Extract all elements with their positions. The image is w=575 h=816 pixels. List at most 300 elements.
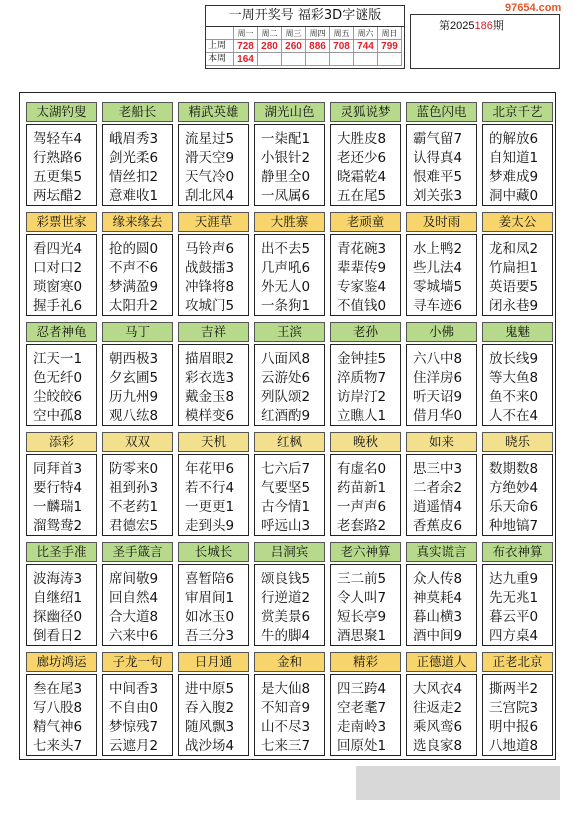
- card-title: 大胜寨: [254, 212, 325, 232]
- card-line: 随风飘3: [185, 719, 235, 735]
- card-line: 刮北风4: [185, 188, 235, 204]
- predictor-card: [102, 212, 173, 314]
- card-title: 湖光山色: [254, 102, 325, 122]
- predictor-card: [482, 212, 553, 314]
- predictor-card: [406, 212, 477, 314]
- card-line: 立瞧人1: [337, 408, 387, 424]
- card-lines: [330, 674, 401, 756]
- predictor-card: [482, 542, 553, 644]
- predictor-card: [330, 432, 401, 534]
- card-line: 一更更1: [185, 499, 235, 515]
- card-line: 外无人0: [261, 279, 311, 295]
- predictor-card: [102, 542, 173, 644]
- day-header: 周四: [306, 27, 330, 40]
- card-title: 吕洞宾: [254, 542, 325, 562]
- day-header: 周二: [258, 27, 282, 40]
- this-week-number: [354, 53, 378, 66]
- predictor-card: [178, 322, 249, 424]
- card-title: 老六神算: [330, 542, 401, 562]
- card-line: 太阳升2: [109, 298, 159, 314]
- card-title: 比圣手准: [26, 542, 97, 562]
- predictor-card: [406, 652, 477, 754]
- this-week-number: [378, 53, 402, 66]
- card-lines: [482, 674, 553, 756]
- card-line: 要行特4: [33, 480, 83, 496]
- card-line: 彩衣选3: [185, 370, 235, 386]
- card-title: 老顽童: [330, 212, 401, 232]
- card-line: 一麟瑞1: [33, 499, 83, 515]
- day-header: 周一: [234, 27, 258, 40]
- card-line: 走到头9: [185, 518, 235, 534]
- card-lines: [102, 124, 173, 206]
- predictor-card: [26, 652, 97, 754]
- card-line: 中间香3: [109, 681, 159, 697]
- card-title: 长城长: [178, 542, 249, 562]
- card-title: 精武英雄: [178, 102, 249, 122]
- card-line: 大风衣4: [413, 681, 463, 697]
- card-line: 历九州9: [109, 389, 159, 405]
- predictor-card: [482, 102, 553, 204]
- card-line: 人不在4: [489, 408, 539, 424]
- card-line: 战沙场4: [185, 738, 235, 754]
- card-line: 先无兆1: [489, 590, 539, 606]
- card-line: 朝西极3: [109, 351, 159, 367]
- card-title: 圣手箴言: [102, 542, 173, 562]
- card-line: 等大鱼8: [489, 370, 539, 386]
- predictor-card: [102, 102, 173, 204]
- card-line: 观八纮8: [109, 408, 159, 424]
- predictor-card: [26, 542, 97, 644]
- card-line: 君德宏5: [109, 518, 159, 534]
- predictor-card: [254, 322, 325, 424]
- card-line: 老还少6: [337, 150, 387, 166]
- card-line: 住洋房6: [413, 370, 463, 386]
- card-title: 老船长: [102, 102, 173, 122]
- card-lines: [178, 124, 249, 206]
- card-line: 选良家8: [413, 738, 463, 754]
- card-title: 红枫: [254, 432, 325, 452]
- day-header: 周六: [354, 27, 378, 40]
- card-line: 波海涛3: [33, 571, 83, 587]
- card-line: 闭永巷9: [489, 298, 539, 314]
- card-line: 英语要5: [489, 279, 539, 295]
- predictor-card: [178, 652, 249, 754]
- card-line: 洞中藏0: [489, 188, 539, 204]
- card-line: 药苗新1: [337, 480, 387, 496]
- predictor-card: [482, 432, 553, 534]
- card-line: 不自由0: [109, 700, 159, 716]
- card-line: 借月华0: [413, 408, 463, 424]
- card-title: 晚秋: [330, 432, 401, 452]
- card-title: 双双: [102, 432, 173, 452]
- card-title: 晓乐: [482, 432, 553, 452]
- last-week-number: 260: [282, 40, 306, 53]
- card-line: 席间敬9: [109, 571, 159, 587]
- card-lines: [26, 564, 97, 646]
- card-line: 梦难成9: [489, 169, 539, 185]
- card-lines: [178, 234, 249, 316]
- card-lines: [406, 454, 477, 536]
- card-line: 空中孤8: [33, 408, 83, 424]
- this-week-number: [282, 53, 306, 66]
- card-line: 撕两半2: [489, 681, 539, 697]
- card-line: 吞入腹2: [185, 700, 235, 716]
- card-lines: [254, 454, 325, 536]
- bottom-gray-panel: [356, 766, 560, 800]
- card-line: 放长线9: [489, 351, 539, 367]
- card-line: 不值钱0: [337, 298, 387, 314]
- card-line: 红酒酌9: [261, 408, 311, 424]
- card-line: 霸气留7: [413, 131, 463, 147]
- predictor-card: [330, 322, 401, 424]
- predictor-card: [330, 212, 401, 314]
- card-lines: [178, 564, 249, 646]
- card-line: 明中报6: [489, 719, 539, 735]
- card-lines: [102, 674, 173, 756]
- site-watermark: 97654.com: [505, 2, 562, 14]
- card-line: 琐窗寒0: [33, 279, 83, 295]
- card-line: 香蕉皮6: [413, 518, 463, 534]
- predictor-card: [26, 212, 97, 314]
- last-week-number: 280: [258, 40, 282, 53]
- weekly-draw-box: [205, 5, 405, 69]
- predictor-card: [254, 652, 325, 754]
- predictor-card: [254, 542, 325, 644]
- predictor-card: [102, 652, 173, 754]
- card-lines: [482, 454, 553, 536]
- card-lines: [406, 674, 477, 756]
- card-title: 真实谎言: [406, 542, 477, 562]
- card-line: 精气神6: [33, 719, 83, 735]
- card-line: 有虚名0: [337, 461, 387, 477]
- card-line: 探幽径0: [33, 609, 83, 625]
- card-line: 零城墙5: [413, 279, 463, 295]
- card-line: 淬质物7: [337, 370, 387, 386]
- card-line: 二者余2: [413, 480, 463, 496]
- card-line: 三二前5: [337, 571, 387, 587]
- card-lines: [254, 124, 325, 206]
- card-line: 些儿法4: [413, 260, 463, 276]
- card-line: 认得真4: [413, 150, 463, 166]
- card-title: 正德道人: [406, 652, 477, 672]
- issue-prefix: 第2025: [439, 20, 475, 32]
- card-line: 合大道8: [109, 609, 159, 625]
- predictor-card: [406, 432, 477, 534]
- card-line: 三宫院3: [489, 700, 539, 716]
- table-corner-cell: [206, 27, 234, 40]
- card-line: 数期数8: [489, 461, 539, 477]
- card-line: 方绝妙4: [489, 480, 539, 496]
- predictor-card: [330, 652, 401, 754]
- card-lines: [26, 344, 97, 426]
- card-lines: [178, 454, 249, 536]
- card-lines: [482, 124, 553, 206]
- card-lines: [482, 564, 553, 646]
- card-title: 马丁: [102, 322, 173, 342]
- card-line: 看四光4: [33, 241, 83, 257]
- card-line: 老套路2: [337, 518, 387, 534]
- card-line: 大胜皮8: [337, 131, 387, 147]
- last-week-number: 728: [234, 40, 258, 53]
- card-line: 短长亭9: [337, 609, 387, 625]
- card-line: 不声不6: [109, 260, 159, 276]
- card-lines: [102, 344, 173, 426]
- card-lines: [330, 124, 401, 206]
- card-line: 气要坚5: [261, 480, 311, 496]
- card-line: 颂良钱5: [261, 571, 311, 587]
- card-line: 行熟路6: [33, 150, 83, 166]
- draw-numbers-table: [206, 27, 404, 66]
- predictor-card: [406, 322, 477, 424]
- card-line: 梦惊残7: [109, 719, 159, 735]
- card-line: 七六后7: [261, 461, 311, 477]
- card-line: 访岸汀2: [337, 389, 387, 405]
- card-line: 一柒配1: [261, 131, 311, 147]
- predictor-card: [178, 542, 249, 644]
- card-line: 五更集5: [33, 169, 83, 185]
- card-line: 审眉间1: [185, 590, 235, 606]
- card-line: 情丝扣2: [109, 169, 159, 185]
- day-header: 周日: [378, 27, 402, 40]
- card-line: 描眉眼2: [185, 351, 235, 367]
- card-line: 倒看日2: [33, 628, 83, 644]
- day-header: 周五: [330, 27, 354, 40]
- last-week-number: 708: [330, 40, 354, 53]
- issue-suffix: 期: [492, 20, 504, 32]
- card-line: 马铃声6: [185, 241, 235, 257]
- card-line: 江天一1: [33, 351, 83, 367]
- card-line: 云遮月2: [109, 738, 159, 754]
- this-week-label: 本周: [206, 53, 234, 66]
- card-line: 不知音9: [261, 700, 311, 716]
- card-line: 龙和凤2: [489, 241, 539, 257]
- card-title: 天涯草: [178, 212, 249, 232]
- card-line: 暮云平0: [489, 609, 539, 625]
- card-line: 乐天命6: [489, 499, 539, 515]
- card-line: 抢的圆0: [109, 241, 159, 257]
- card-line: 防零来0: [109, 461, 159, 477]
- card-line: 五在尾5: [337, 188, 387, 204]
- card-line: 赏美景6: [261, 609, 311, 625]
- card-line: 自继绍1: [33, 590, 83, 606]
- card-title: 如来: [406, 432, 477, 452]
- card-line: 小银针2: [261, 150, 311, 166]
- card-line: 尘皎皎6: [33, 389, 83, 405]
- card-line: 达九重9: [489, 571, 539, 587]
- predictor-card: [26, 102, 97, 204]
- predictor-card: [406, 102, 477, 204]
- card-line: 往返走2: [413, 700, 463, 716]
- last-week-label: 上周: [206, 40, 234, 53]
- card-line: 模样变6: [185, 408, 235, 424]
- card-line: 牛的脚4: [261, 628, 311, 644]
- card-lines: [254, 564, 325, 646]
- card-title: 子龙一句: [102, 652, 173, 672]
- card-line: 古今情1: [261, 499, 311, 515]
- card-lines: [102, 454, 173, 536]
- card-lines: [26, 674, 97, 756]
- card-line: 六来中6: [109, 628, 159, 644]
- predictor-card: [254, 102, 325, 204]
- card-line: 色无纤0: [33, 370, 83, 386]
- card-line: 的解放6: [489, 131, 539, 147]
- card-lines: [330, 564, 401, 646]
- card-lines: [26, 454, 97, 536]
- card-title: 王滨: [254, 322, 325, 342]
- card-title: 忍者神龟: [26, 322, 97, 342]
- card-line: 六八中8: [413, 351, 463, 367]
- this-week-number: [258, 53, 282, 66]
- card-line: 八地道8: [489, 738, 539, 754]
- card-line: 专家鉴4: [337, 279, 387, 295]
- card-line: 写八股8: [33, 700, 83, 716]
- card-line: 一声声6: [337, 499, 387, 515]
- card-line: 剑光柔6: [109, 150, 159, 166]
- card-line: 思三中3: [413, 461, 463, 477]
- predictor-card: [482, 322, 553, 424]
- card-line: 峨眉秀3: [109, 131, 159, 147]
- card-line: 年花甲6: [185, 461, 235, 477]
- card-title: 彩票世家: [26, 212, 97, 232]
- card-title: 精彩: [330, 652, 401, 672]
- card-title: 灵狐说梦: [330, 102, 401, 122]
- card-line: 冲锋将8: [185, 279, 235, 295]
- card-title: 鬼魅: [482, 322, 553, 342]
- card-line: 夕玄圃5: [109, 370, 159, 386]
- card-line: 不老药1: [109, 499, 159, 515]
- puzzle-board: [19, 92, 556, 760]
- card-line: 听天诏9: [413, 389, 463, 405]
- card-line: 青花碗3: [337, 241, 387, 257]
- card-line: 行逆道2: [261, 590, 311, 606]
- card-line: 云游处6: [261, 370, 311, 386]
- card-line: 喜暂陪6: [185, 571, 235, 587]
- card-title: 缘来缘去: [102, 212, 173, 232]
- this-week-number: [306, 53, 330, 66]
- sheet-title: 一周开奖号 福彩3D字谜版: [206, 6, 404, 27]
- card-line: 八面风8: [261, 351, 311, 367]
- this-week-number: 164: [234, 53, 258, 66]
- card-line: 静里全0: [261, 169, 311, 185]
- issue-box: [410, 14, 560, 69]
- predictor-card: [330, 102, 401, 204]
- card-line: 七来三7: [261, 738, 311, 754]
- card-lines: [254, 674, 325, 756]
- card-lines: [102, 234, 173, 316]
- card-line: 辈辈传9: [337, 260, 387, 276]
- card-title: 添彩: [26, 432, 97, 452]
- card-line: 两坛醋2: [33, 188, 83, 204]
- card-line: 七来头7: [33, 738, 83, 754]
- card-lines: [482, 234, 553, 316]
- predictor-card: [254, 212, 325, 314]
- card-title: 金和: [254, 652, 325, 672]
- card-line: 祖到孙3: [109, 480, 159, 496]
- card-line: 暮山横3: [413, 609, 463, 625]
- card-line: 刘关张3: [413, 188, 463, 204]
- card-line: 鱼不来0: [489, 389, 539, 405]
- card-line: 握手礼6: [33, 298, 83, 314]
- card-line: 寻车迹6: [413, 298, 463, 314]
- card-line: 金钟挂5: [337, 351, 387, 367]
- card-line: 天气冷0: [185, 169, 235, 185]
- predictor-card: [178, 432, 249, 534]
- predictor-card: [178, 212, 249, 314]
- card-lines: [330, 454, 401, 536]
- card-lines: [178, 674, 249, 756]
- card-line: 种地镐7: [489, 518, 539, 534]
- card-line: 梦满盈9: [109, 279, 159, 295]
- card-title: 正老北京: [482, 652, 553, 672]
- card-line: 战鼓擂3: [185, 260, 235, 276]
- this-week-number: [330, 53, 354, 66]
- card-line: 晓霜乾4: [337, 169, 387, 185]
- card-line: 同拜首3: [33, 461, 83, 477]
- card-line: 攻城门5: [185, 298, 235, 314]
- last-week-number: 886: [306, 40, 330, 53]
- card-title: 太湖钓叟: [26, 102, 97, 122]
- card-line: 一凤属6: [261, 188, 311, 204]
- predictor-card: [406, 542, 477, 644]
- card-line: 叁在尾3: [33, 681, 83, 697]
- issue-number: [439, 17, 504, 33]
- card-line: 酒思聚1: [337, 628, 387, 644]
- card-title: 廊坊鸿运: [26, 652, 97, 672]
- card-lines: [102, 564, 173, 646]
- card-lines: [254, 234, 325, 316]
- card-line: 出不去5: [261, 241, 311, 257]
- card-lines: [406, 344, 477, 426]
- card-line: 呼远山3: [261, 518, 311, 534]
- card-title: 日月通: [178, 652, 249, 672]
- issue-number-highlight: 186: [474, 20, 493, 32]
- card-lines: [330, 234, 401, 316]
- card-line: 山不尽3: [261, 719, 311, 735]
- card-line: 恨难平5: [413, 169, 463, 185]
- card-line: 溜鸳鸯2: [33, 518, 83, 534]
- predictor-card: [330, 542, 401, 644]
- card-line: 意难收1: [109, 188, 159, 204]
- card-line: 逍遥情4: [413, 499, 463, 515]
- card-line: 竹扁担1: [489, 260, 539, 276]
- card-line: 走南岭3: [337, 719, 387, 735]
- card-line: 几声吼6: [261, 260, 311, 276]
- predictor-card: [26, 322, 97, 424]
- day-header: 周三: [282, 27, 306, 40]
- card-line: 回自然4: [109, 590, 159, 606]
- card-line: 流星过5: [185, 131, 235, 147]
- card-line: 水上鸭2: [413, 241, 463, 257]
- card-line: 一条狗1: [261, 298, 311, 314]
- card-lines: [330, 344, 401, 426]
- card-line: 神莫耗4: [413, 590, 463, 606]
- card-lines: [254, 344, 325, 426]
- card-line: 戴金玉8: [185, 389, 235, 405]
- predictor-card: [26, 432, 97, 534]
- predictor-card: [254, 432, 325, 534]
- card-line: 酒中间9: [413, 628, 463, 644]
- card-line: 如冰玉0: [185, 609, 235, 625]
- card-line: 进中原5: [185, 681, 235, 697]
- card-lines: [406, 234, 477, 316]
- card-lines: [178, 344, 249, 426]
- card-title: 布衣神算: [482, 542, 553, 562]
- card-line: 四方桌4: [489, 628, 539, 644]
- card-line: 滑天空9: [185, 150, 235, 166]
- card-line: 驾轻车4: [33, 131, 83, 147]
- card-lines: [26, 234, 97, 316]
- card-title: 姜太公: [482, 212, 553, 232]
